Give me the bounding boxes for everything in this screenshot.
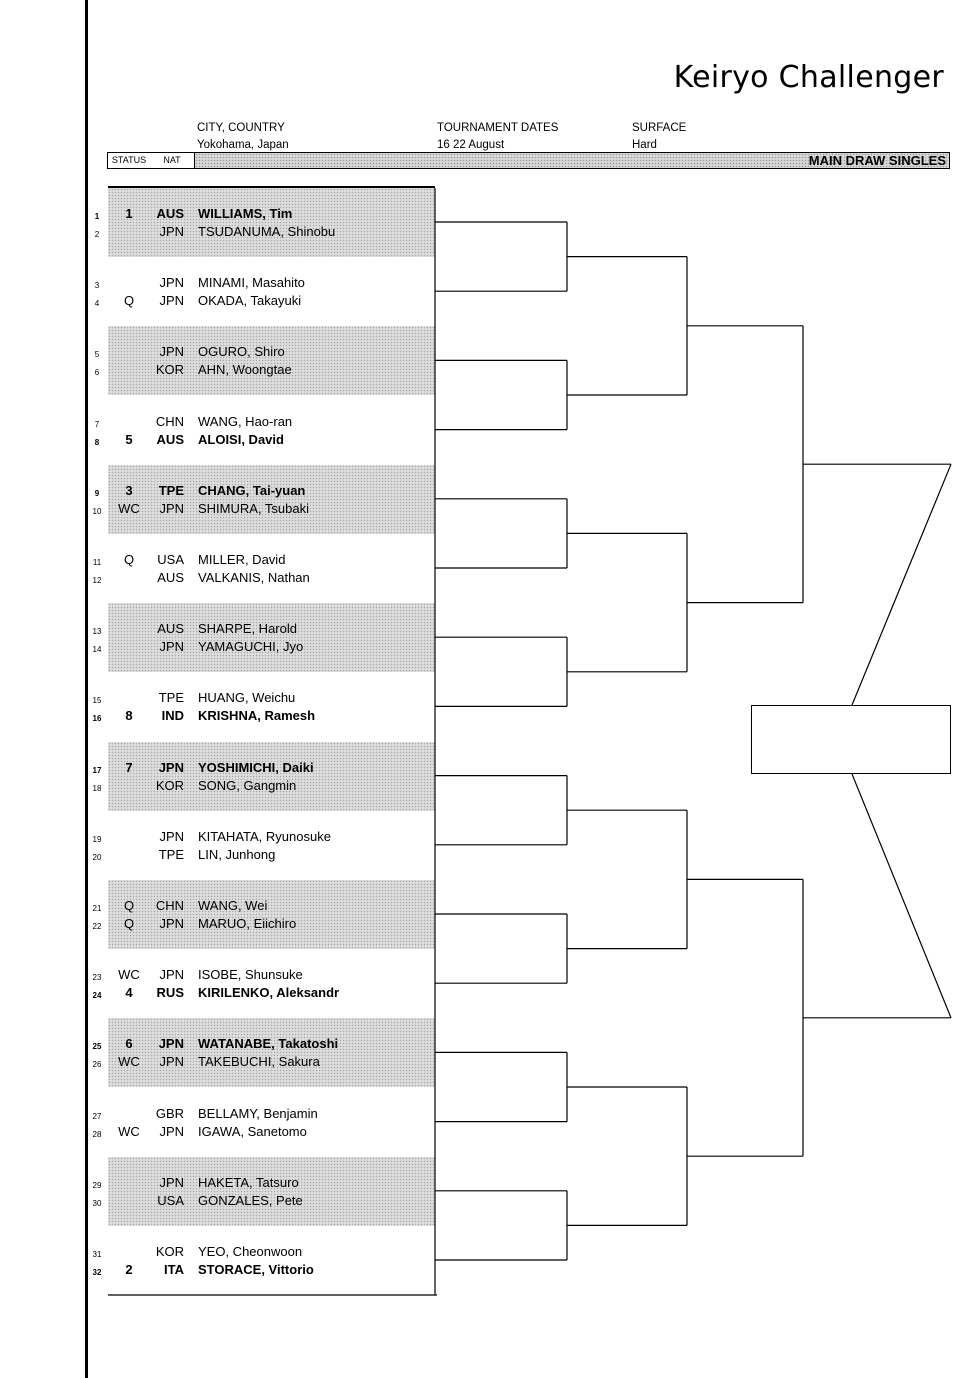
player-name: KITAHATA, Ryunosuke bbox=[198, 828, 331, 844]
player-name: CHANG, Tai-yuan bbox=[198, 482, 306, 498]
player-status: Q bbox=[123, 552, 135, 567]
player-status: Q bbox=[123, 916, 135, 931]
player-name: TAKEBUCHI, Sakura bbox=[198, 1054, 320, 1070]
player-nat: AUS bbox=[156, 206, 184, 221]
player-status: WC bbox=[118, 1123, 140, 1139]
player-status: 5 bbox=[125, 431, 133, 447]
player-nat: CHN bbox=[155, 898, 184, 913]
draw-position: 7 bbox=[94, 419, 100, 429]
player-status: WC bbox=[118, 1054, 140, 1070]
player-name: LIN, Junhong bbox=[198, 846, 276, 862]
tournament-title: Keiryo Challenger bbox=[673, 60, 944, 95]
draw-position: 14 bbox=[92, 645, 102, 655]
draw-position: 13 bbox=[92, 627, 102, 637]
draw-position: 4 bbox=[94, 299, 100, 309]
player-nat: JPN bbox=[159, 916, 184, 931]
player-status: 8 bbox=[125, 708, 133, 724]
player-name: OKADA, Takayuki bbox=[198, 293, 302, 309]
player-status: 2 bbox=[125, 1262, 133, 1277]
player-name: MARUO, Eiichiro bbox=[198, 916, 297, 931]
player-name: KIRILENKO, Aleksandr bbox=[198, 985, 340, 1001]
draw-position: 21 bbox=[92, 904, 102, 913]
player-name: WILLIAMS, Tim bbox=[198, 206, 293, 221]
dates-label: TOURNAMENT DATES bbox=[437, 122, 559, 134]
bracket-line bbox=[852, 464, 951, 705]
draw-type-label: MAIN DRAW SINGLES bbox=[808, 153, 946, 168]
player-name: MINAMI, Masahito bbox=[198, 275, 305, 291]
draw-position: 15 bbox=[92, 696, 102, 706]
player-name: YOSHIMICHI, Daiki bbox=[198, 759, 314, 775]
player-name: ALOISI, David bbox=[198, 431, 284, 447]
draw-position: 27 bbox=[92, 1111, 102, 1121]
player-nat: USA bbox=[157, 552, 184, 567]
draw-position: 30 bbox=[92, 1198, 102, 1208]
player-nat: JPN bbox=[159, 828, 184, 844]
player-nat: USA bbox=[157, 1192, 184, 1208]
player-name: WANG, Wei bbox=[198, 898, 268, 913]
player-status: Q bbox=[123, 293, 135, 309]
draw-position: 6 bbox=[94, 368, 100, 378]
draw-position: 17 bbox=[92, 765, 102, 775]
player-name: MILLER, David bbox=[198, 552, 286, 567]
player-nat: JPN bbox=[159, 1174, 184, 1190]
player-name: AHN, Woongtae bbox=[198, 362, 292, 378]
player-name: HAKETA, Tatsuro bbox=[198, 1174, 299, 1190]
player-nat: AUS bbox=[157, 570, 184, 585]
draw-position: 10 bbox=[92, 506, 102, 516]
player-nat: JPN bbox=[159, 639, 184, 655]
champion-box bbox=[751, 705, 951, 774]
player-status: 1 bbox=[125, 206, 133, 221]
draw-position: 9 bbox=[94, 488, 100, 498]
player-name: YAMAGUCHI, Jyo bbox=[198, 639, 304, 655]
draw-position: 16 bbox=[92, 714, 102, 724]
status-column-header: STATUS bbox=[108, 153, 151, 168]
draw-position: 20 bbox=[92, 852, 102, 862]
nat-column-header: NAT bbox=[150, 153, 195, 168]
draw-position: 2 bbox=[94, 230, 100, 239]
player-nat: JPN bbox=[159, 967, 184, 983]
player-name: SHIMURA, Tsubaki bbox=[198, 500, 310, 516]
player-status: WC bbox=[118, 967, 140, 983]
player-status: 7 bbox=[125, 759, 133, 775]
player-nat: ITA bbox=[164, 1262, 184, 1277]
surface-value: Hard bbox=[632, 139, 657, 151]
draw-position: 25 bbox=[92, 1042, 102, 1052]
city-value: Yokohama, Japan bbox=[197, 139, 289, 151]
player-nat: TPE bbox=[158, 846, 184, 862]
player-nat: JPN bbox=[159, 1054, 184, 1070]
player-name: VALKANIS, Nathan bbox=[198, 570, 310, 585]
draw-position: 23 bbox=[92, 973, 102, 983]
player-nat: JPN bbox=[159, 275, 184, 291]
player-status: WC bbox=[118, 500, 140, 516]
draw-position: 18 bbox=[92, 783, 102, 793]
player-name: STORACE, Vittorio bbox=[198, 1262, 314, 1277]
draw-position: 8 bbox=[94, 437, 100, 447]
player-name: SHARPE, Harold bbox=[198, 621, 297, 637]
player-nat: JPN bbox=[159, 224, 184, 239]
draw-position: 3 bbox=[94, 281, 100, 291]
player-name: OGURO, Shiro bbox=[198, 344, 285, 360]
player-nat: IND bbox=[161, 708, 184, 724]
player-nat: GBR bbox=[155, 1105, 184, 1121]
city-label: CITY, COUNTRY bbox=[197, 122, 285, 134]
player-nat: KOR bbox=[155, 777, 184, 793]
draw-position: 12 bbox=[92, 576, 102, 585]
draw-position: 1 bbox=[94, 212, 100, 221]
player-nat: CHN bbox=[155, 413, 184, 429]
player-nat: JPN bbox=[159, 344, 184, 360]
player-status: Q bbox=[123, 898, 135, 913]
player-name: WATANABE, Takatoshi bbox=[198, 1036, 339, 1052]
player-nat: JPN bbox=[158, 1036, 184, 1052]
bracket-line bbox=[852, 774, 951, 1018]
player-nat: AUS bbox=[156, 431, 184, 447]
draw-position: 11 bbox=[92, 558, 102, 567]
player-nat: JPN bbox=[159, 293, 184, 309]
player-nat: TPE bbox=[158, 690, 184, 706]
draw-position: 29 bbox=[92, 1180, 102, 1190]
draw-position: 31 bbox=[92, 1250, 102, 1259]
draw-position: 24 bbox=[92, 991, 102, 1001]
draw-position: 26 bbox=[92, 1060, 102, 1070]
player-nat: KOR bbox=[155, 1244, 184, 1259]
player-name: IGAWA, Sanetomo bbox=[198, 1123, 307, 1139]
draw-position: 22 bbox=[92, 922, 102, 931]
player-status: 4 bbox=[125, 985, 133, 1001]
draw-position: 28 bbox=[92, 1129, 102, 1139]
draw-position: 5 bbox=[94, 350, 100, 360]
dates-value: 16 22 August bbox=[437, 139, 505, 151]
draw-position: 19 bbox=[92, 834, 102, 844]
player-nat: AUS bbox=[157, 621, 184, 637]
draw-position: 32 bbox=[92, 1268, 102, 1277]
player-name: GONZALES, Pete bbox=[198, 1192, 303, 1208]
player-name: KRISHNA, Ramesh bbox=[198, 708, 316, 724]
player-name: ISOBE, Shunsuke bbox=[198, 967, 303, 983]
player-name: BELLAMY, Benjamin bbox=[198, 1105, 318, 1121]
player-status: 6 bbox=[125, 1036, 133, 1052]
player-nat: RUS bbox=[156, 985, 184, 1001]
player-nat: JPN bbox=[159, 500, 184, 516]
player-nat: JPN bbox=[158, 759, 184, 775]
player-name: HUANG, Weichu bbox=[198, 690, 296, 706]
player-name: YEO, Cheonwoon bbox=[198, 1244, 303, 1259]
player-status: 3 bbox=[125, 482, 133, 498]
player-name: WANG, Hao-ran bbox=[198, 413, 293, 429]
player-nat: KOR bbox=[155, 362, 184, 378]
surface-label: SURFACE bbox=[632, 122, 687, 134]
player-name: TSUDANUMA, Shinobu bbox=[198, 224, 336, 239]
player-nat: TPE bbox=[158, 482, 184, 498]
player-name: SONG, Gangmin bbox=[198, 777, 297, 793]
player-nat: JPN bbox=[159, 1123, 184, 1139]
